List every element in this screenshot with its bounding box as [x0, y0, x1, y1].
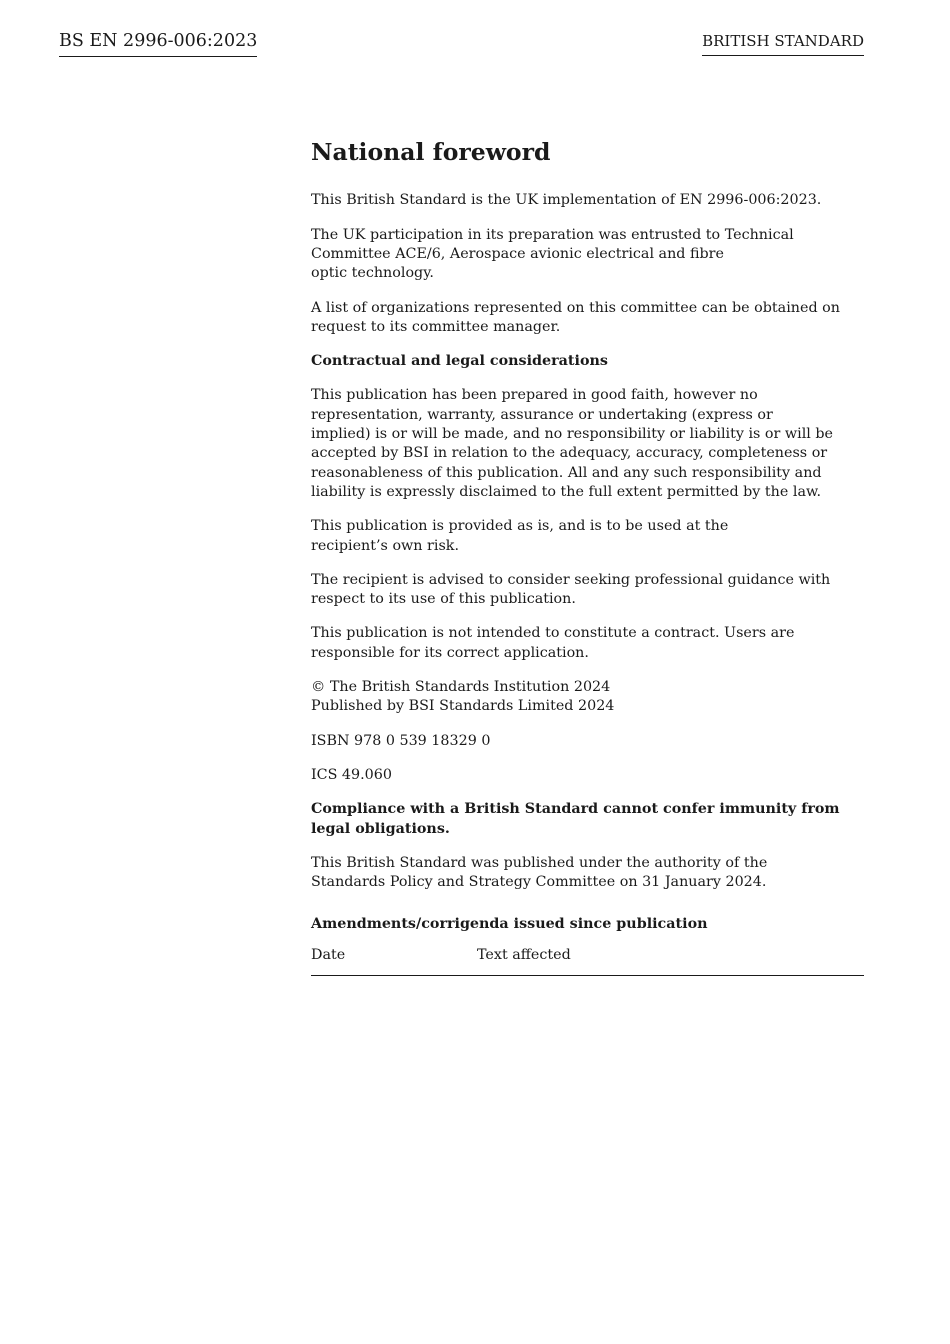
text-line: This publication is not intended to constitute a contract. Users are	[311, 625, 795, 642]
page-title: National foreword	[311, 138, 551, 166]
guidance-paragraph	[311, 571, 864, 610]
copyright-block	[311, 678, 864, 717]
organizations-paragraph	[311, 299, 864, 338]
text-line: The UK participation in its preparation was entrusted to Technical	[311, 226, 794, 243]
text-line: Committee ACE/6, Aerospace avionic electrical and fibre	[311, 245, 724, 262]
text-line: legal obligations.	[311, 820, 450, 837]
national-foreword-section	[311, 138, 864, 976]
publisher-line: Published by BSI Standards Limited 2024	[311, 698, 615, 715]
amendments-heading: Amendments/corrigenda issued since publication	[311, 916, 708, 933]
column-header-text-affected: Text affected	[477, 946, 571, 963]
text-line: A list of organizations represented on this committee can be obtained on	[311, 299, 840, 316]
own-risk-paragraph	[311, 517, 864, 556]
good-faith-paragraph	[311, 386, 864, 502]
text-line: This British Standard was published under the authority of the	[311, 854, 768, 871]
text-line: implied) is or will be made, and no responsibility or liability is or will be	[311, 426, 834, 443]
amendments-table	[311, 946, 864, 976]
contract-paragraph	[311, 624, 864, 663]
text-line: This publication is provided as is, and is to be used at the	[311, 518, 729, 535]
text-line: representation, warranty, assurance or undertaking (express or	[311, 406, 773, 423]
text-line: request to its committee manager.	[311, 318, 561, 335]
text-line: reasonableness of this publication. All and any such responsibility and	[311, 464, 822, 481]
text-line: recipient’s own risk.	[311, 537, 459, 554]
contractual-heading: Contractual and legal considerations	[311, 353, 608, 370]
text-line: The recipient is advised to consider seeking professional guidance with	[311, 571, 831, 588]
text-line: accepted by BSI in relation to the adequacy, accuracy, completeness or	[311, 445, 828, 462]
text-line: Standards Policy and Strategy Committee on 31 January 2024.	[311, 874, 767, 891]
text-line: This British Standard is the UK implementation of EN 2996-006:2023.	[311, 192, 822, 209]
header-category: BRITISH STANDARD	[702, 32, 864, 56]
compliance-notice	[311, 800, 864, 839]
ics-code: ICS 49.060	[311, 766, 392, 783]
header-document-id: BS EN 2996-006:2023	[59, 31, 257, 57]
implementation-paragraph	[311, 191, 864, 210]
column-header-date: Date	[311, 946, 346, 963]
text-line: optic technology.	[311, 265, 434, 282]
copyright-line: © The British Standards Institution 2024	[311, 679, 611, 696]
isbn: ISBN 978 0 539 18329 0	[311, 732, 491, 749]
text-line: responsible for its correct application.	[311, 644, 589, 661]
text-line: This publication has been prepared in good faith, however no	[311, 387, 758, 404]
text-line: respect to its use of this publication.	[311, 591, 576, 608]
participation-paragraph	[311, 226, 864, 284]
text-line: Compliance with a British Standard cannot confer immunity from	[311, 801, 840, 818]
text-line: liability is expressly disclaimed to the full extent permitted by the law.	[311, 483, 822, 500]
authority-paragraph	[311, 854, 864, 893]
